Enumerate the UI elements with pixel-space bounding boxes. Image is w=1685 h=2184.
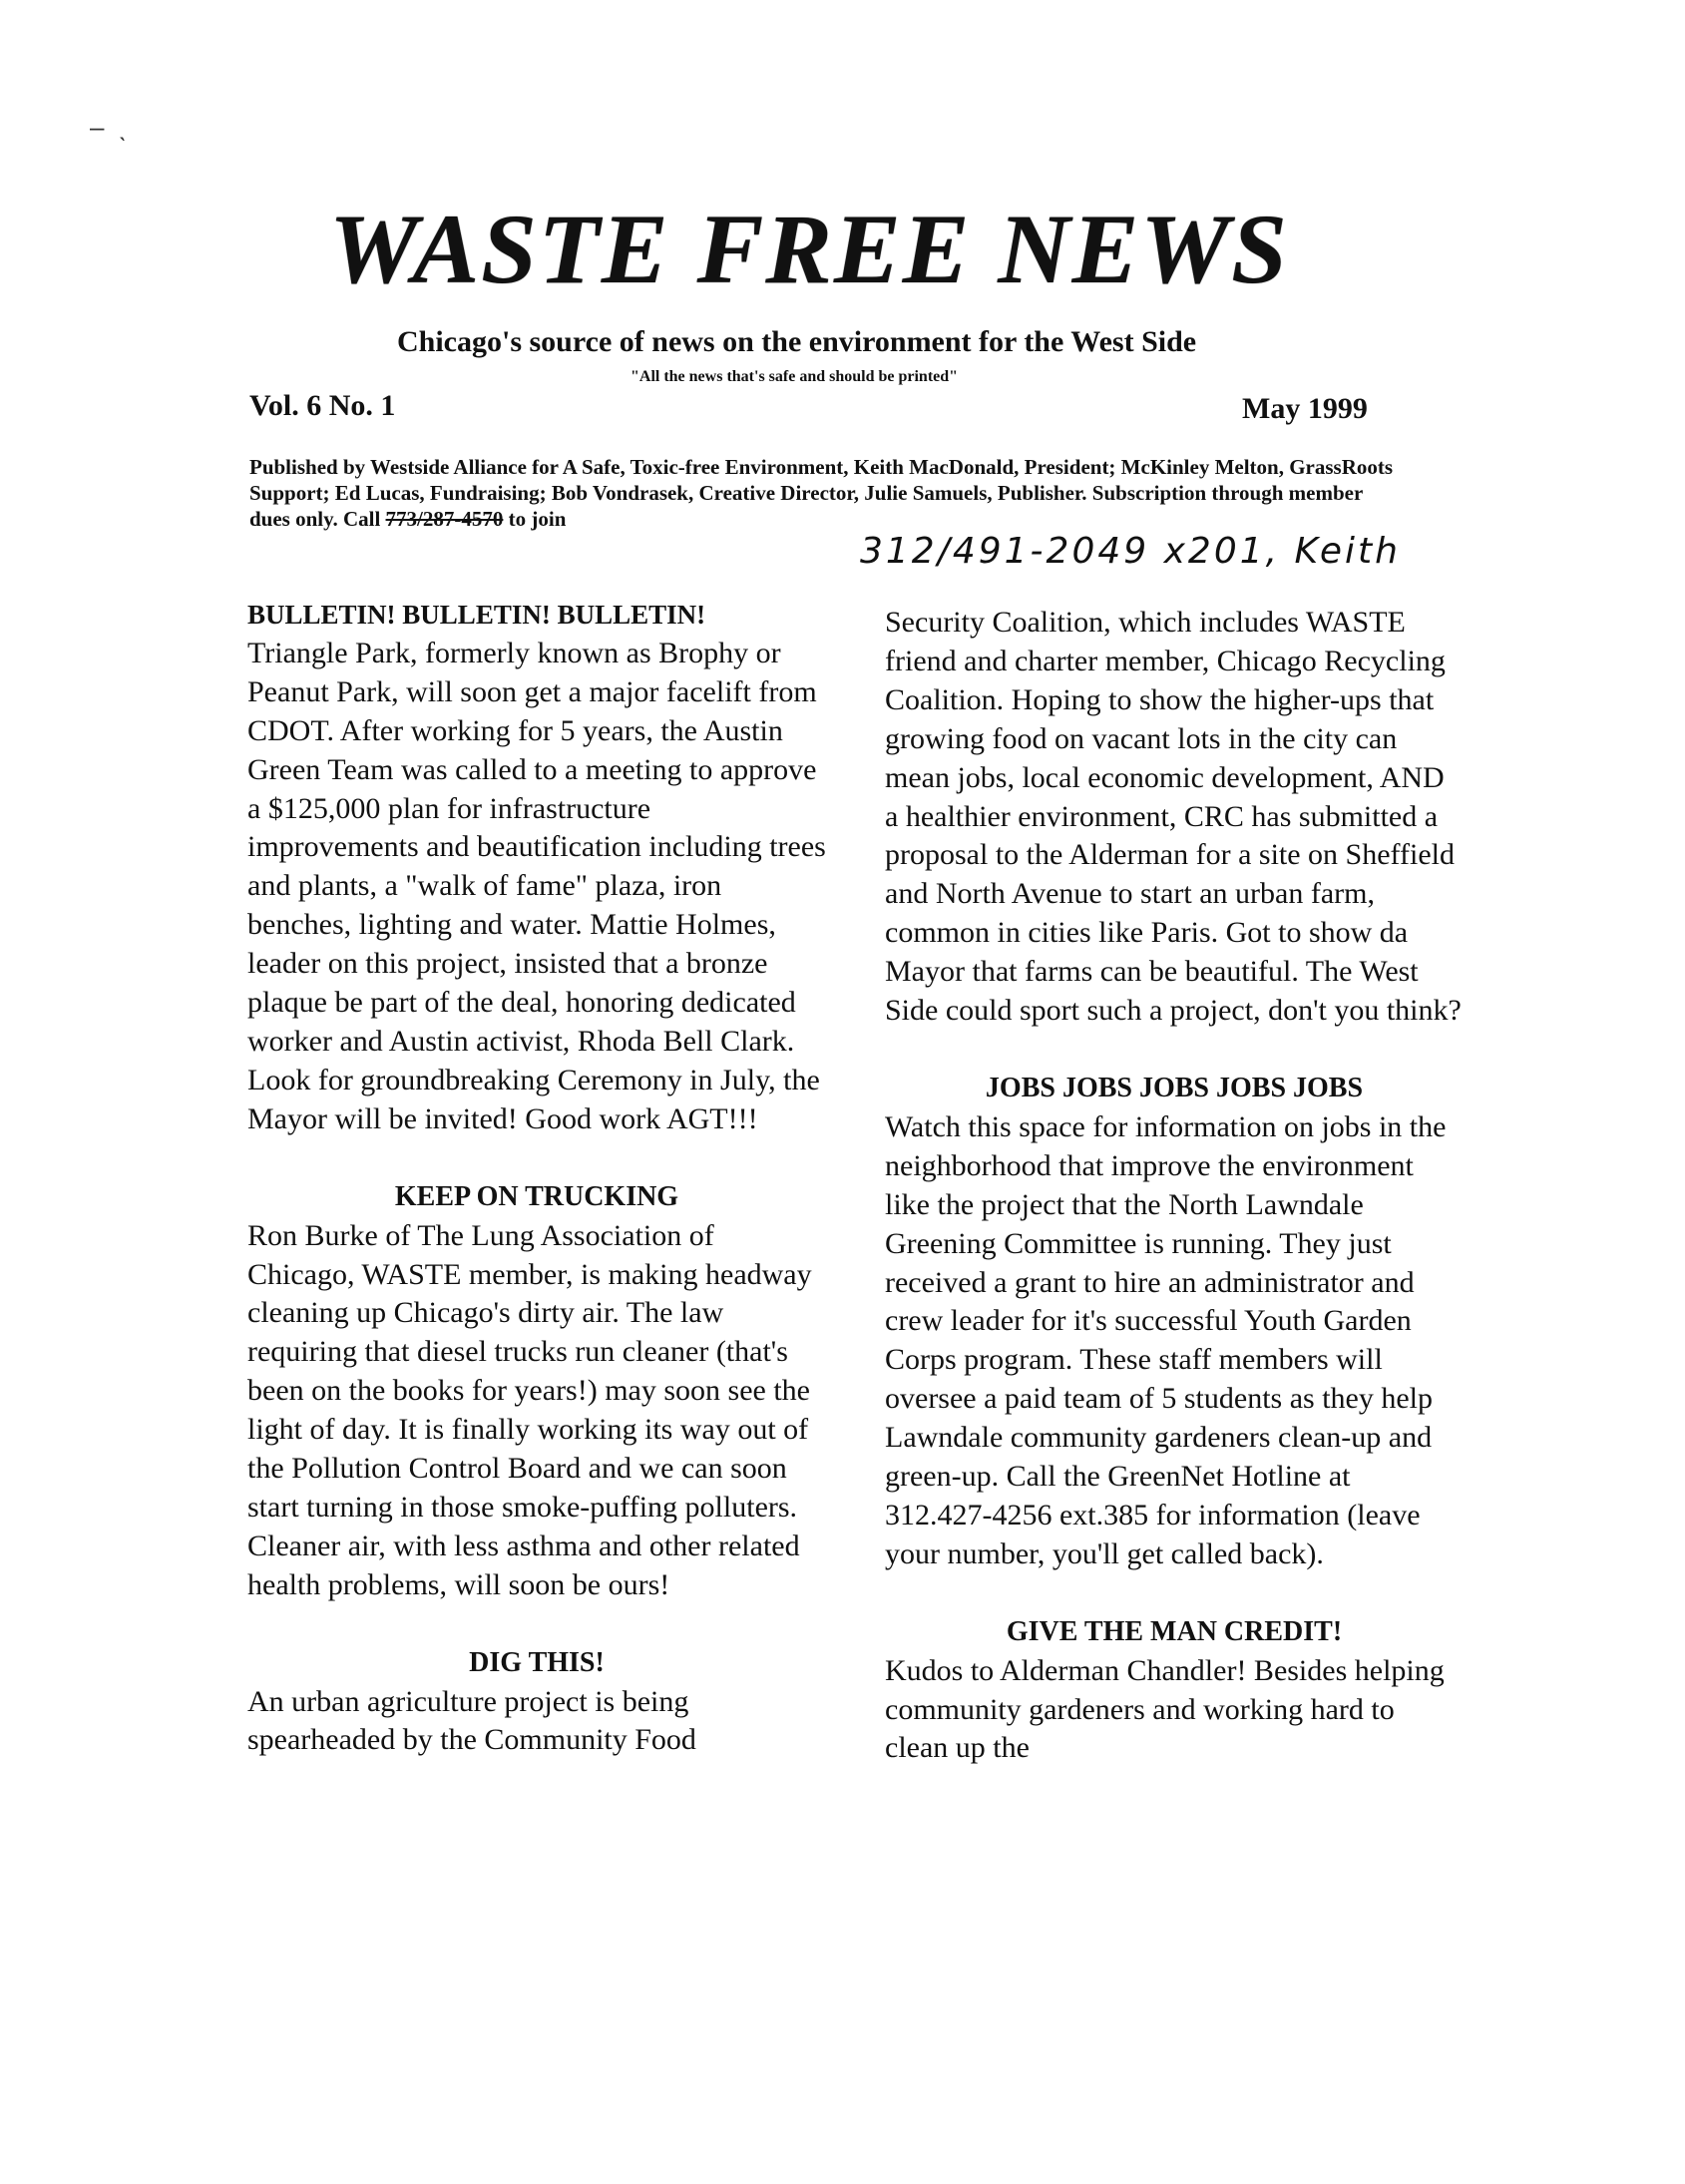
trucking-body: Ron Burke of The Lung Association of Chicago, WASTE member, is making headway cleaning up Chicago's dirty air. The law requiring that diesel trucks run cleaner (that's been on the books for years!) may soon see the light of day. It is finally working its way out of the Pollution Control Board and we can soon start turning in those smoke-puffing polluters. Cleaner air, with less asthma and other related health problems, will soon be ours! xyxy=(247,1218,812,1601)
bulletin-heading: BULLETIN! BULLETIN! BULLETIN! xyxy=(247,600,706,630)
motto: "All the news that's safe and should be printed" xyxy=(631,368,959,385)
volume-number: Vol. 6 No. 1 xyxy=(249,389,396,422)
trucking-heading: KEEP ON TRUCKING xyxy=(394,1180,679,1212)
dig-body-continued: Security Coalition, which includes WASTE friend and charter member, Chicago Recycling Coalition. Hoping to show the higher-ups that growing food on vacant lots in the city can mean jobs, local economic development, AND a healthier environment, CRC has submitted a proposal to the Alderman for a site on Sheffield and North Avenue to start an urban farm, common in cities like Paris. Got to show da Mayor that farms can be beautiful. The West Side could sport such a project, don't you think? xyxy=(885,606,1462,1028)
bulletin-body: Triangle Park, formerly known as Brophy or Peanut Park, will soon get a major facelift from CDOT. After working for 5 years, the Austin Green Team was called to a meeting to approve a $125,000 plan for infrastructure improvements and beautification including trees and plants, a "walk of fame" plaza, iron benches, lighting and water. Mattie Holmes, leader on this project, insisted that a bronze plaque be part of the deal, honoring dedicated worker and Austin activist, Rhoda Bell Clark. Look for groundbreaking Ceremony in July, the Mayor will be invited! Good work AGT!!! xyxy=(247,636,826,1135)
handwritten-note: 312/491-2049 x201, Keith xyxy=(860,531,1401,572)
tagline: Chicago's source of news on the environment for the West Side xyxy=(397,325,1197,358)
join-text: to join xyxy=(503,507,567,531)
scan-mark: – ˎ xyxy=(90,112,128,142)
newsletter-title: WASTE FREE NEWS xyxy=(329,194,1289,304)
jobs-heading: JOBS JOBS JOBS JOBS JOBS xyxy=(985,1072,1364,1103)
credit-heading: GIVE THE MAN CREDIT! xyxy=(1006,1615,1343,1647)
dig-heading: DIG THIS! xyxy=(469,1646,605,1678)
dig-body-start: An urban agriculture project is being spearheaded by the Community Food xyxy=(247,1684,696,1757)
credit-body: Kudos to Alderman Chandler! Besides helping community gardeners and working hard to clean up the xyxy=(885,1653,1445,1765)
issue-date: May 1999 xyxy=(1242,392,1368,425)
publisher-text: Published by Westside Alliance for A Safe, Toxic-free Environment, Keith MacDonald, President; McKinley Melton, GrassRoots Support; Ed Lucas, Fundraising; Bob Vondrasek, Creative Director, Julie Samuels, Publisher. Subscription through member dues only. Call xyxy=(249,455,1394,531)
struck-phone: 773/287-4570 xyxy=(385,507,504,531)
left-column xyxy=(247,596,826,1760)
publisher-info xyxy=(249,454,1407,532)
jobs-body: Watch this space for information on jobs in the neighborhood that improve the environment like the project that the North Lawndale Greening Committee is running. They just received a grant to hire an administrator and crew leader for it's successful Youth Garden Corps program. These staff members will oversee a paid team of 5 students as they help Lawndale community gardeners clean-up and green-up. Call the GreenNet Hotline at 312.427-4256 ext.385 for information (leave your number, you'll get called back). xyxy=(885,1109,1447,1570)
right-column xyxy=(885,604,1464,1768)
